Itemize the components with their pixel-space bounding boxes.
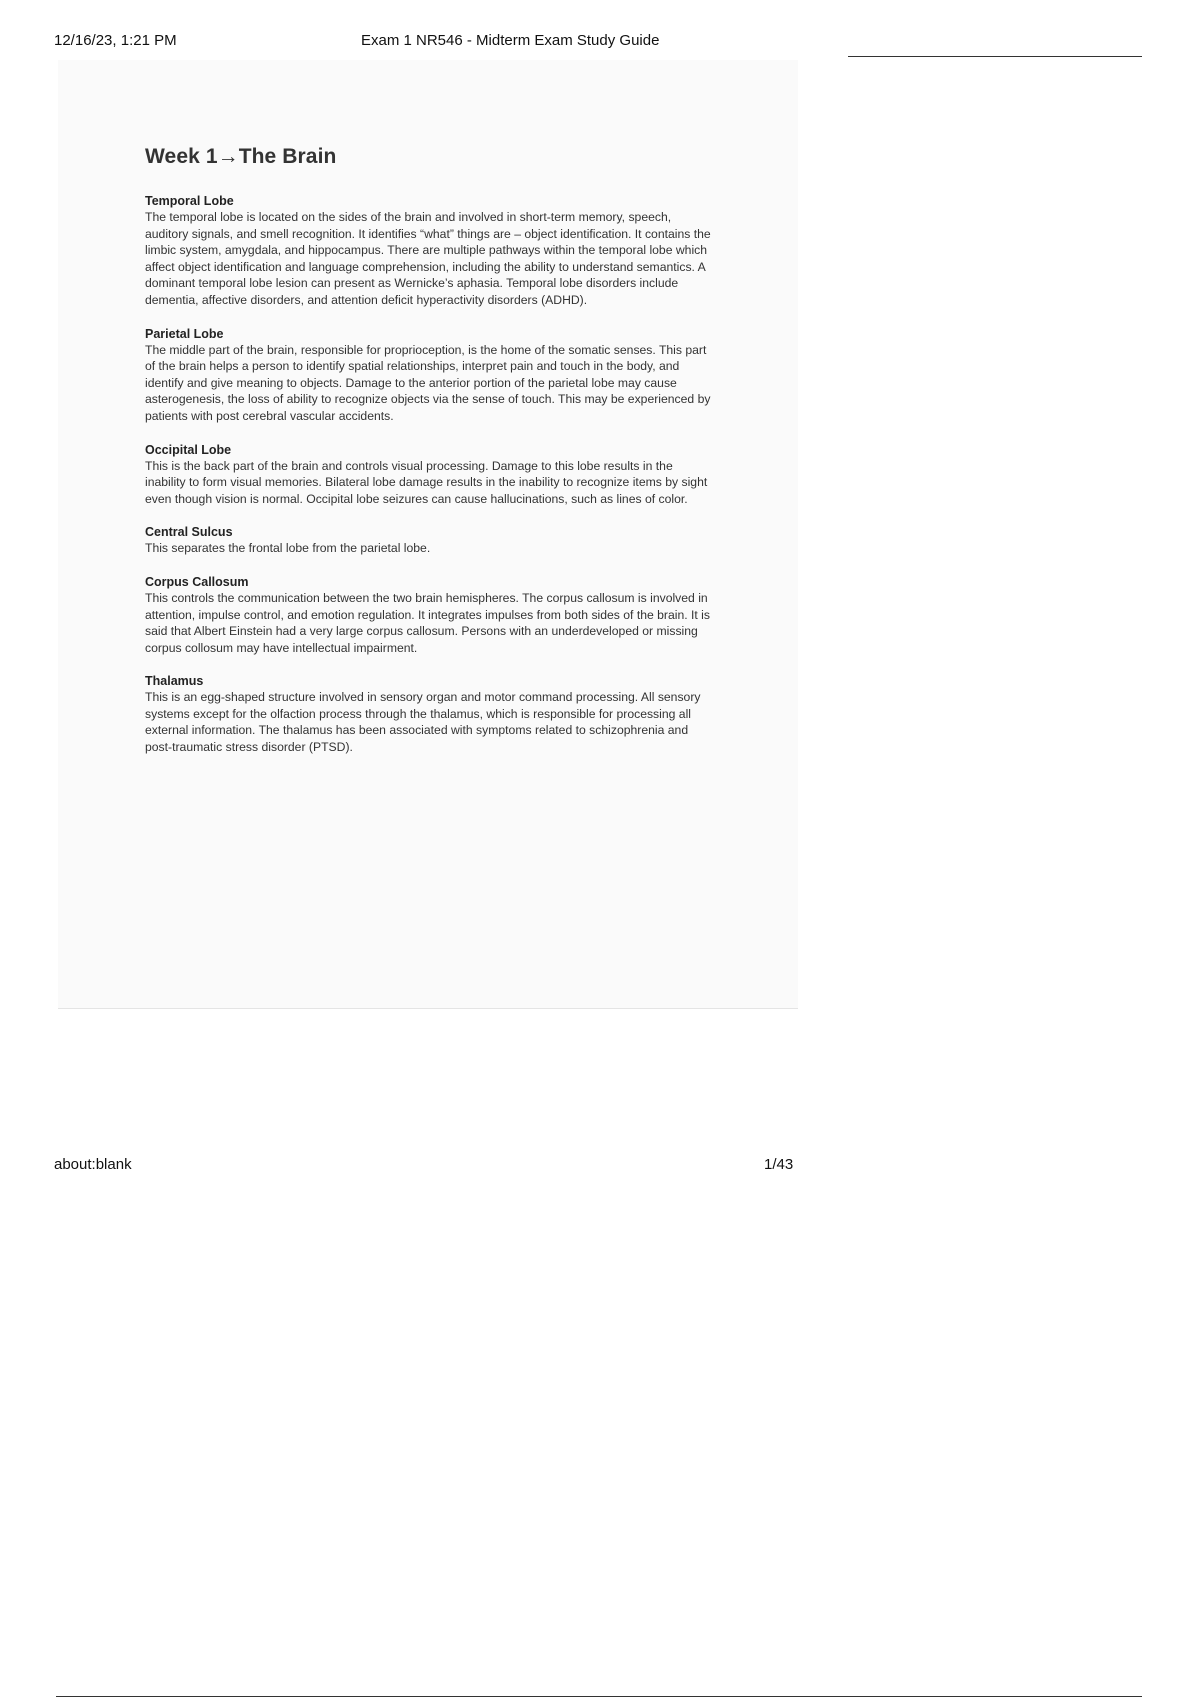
top-rule	[848, 56, 1142, 57]
section-heading: Parietal Lobe	[145, 326, 224, 341]
section-heading: Temporal Lobe	[145, 194, 234, 208]
section-heading: Corpus Callosum	[145, 574, 249, 589]
print-header-date: 12/16/23, 1:21 PM	[54, 32, 177, 49]
print-footer-page-number: 1/43	[764, 1156, 794, 1173]
section-body: This is the back part of the brain and controls visual processing. Damage to this lobe results in the inability to form visual memories. Bilateral lobe damage results in the inability to recognize items by sight even though vision is normal. Occipital lobe seizures can cause hallucinations, such as lines of color.	[145, 458, 708, 506]
bottom-rule	[56, 1696, 1142, 1697]
section-central-sulcus	[145, 524, 715, 557]
section-heading: Thalamus	[145, 674, 204, 689]
section-body: The temporal lobe is located on the sides of the brain and involved in short-term memory, speech, auditory signals, and smell recognition. It identifies “what” things are – object identification. It contains the limbic system, amygdala, and hippocampus. There are multiple pathways within the temporal lobe which affect object identification and language comprehension, including the ability to understand semantics. A dominant temporal lobe lesion can present as Wernicke’s aphasia. Temporal lobe disorders include dementia, affective disorders, and attention deficit hyperactivity disorders (ADHD).	[145, 210, 711, 307]
section-corpus-callosum	[145, 574, 715, 656]
section-thalamus	[145, 673, 715, 755]
section-occipital-lobe	[145, 442, 715, 508]
section-body: This is an egg-shaped structure involved in sensory organ and motor command processing. All sensory systems except for the olfaction process through the thalamus, which is responsible for processing all external information. The thalamus has been associated with symptoms related to schizophrenia and post-traumatic stress disorder (PTSD).	[145, 690, 701, 755]
section-heading: Central Sulcus	[145, 525, 233, 540]
section-parietal-lobe	[145, 326, 715, 425]
section-body: The middle part of the brain, responsible for proprioception, is the home of the somatic senses. This part of the brain helps a person to identify spatial relationships, interpret pain and touch in the body, and identify and give meaning to objects. Damage to the anterior portion of the parietal lobe may cause asterogenesis, the loss of ability to recognize objects via the sense of touch. This may be experienced by patients with post cerebral vascular accidents.	[145, 342, 711, 423]
section-temporal-lobe	[145, 193, 715, 309]
document-title: Week 1→The Brain	[145, 145, 337, 168]
section-body: This controls the communication between the two brain hemispheres. The corpus callosum is involved in attention, impulse control, and emotion regulation. It integrates impulses from both sides of the brain. It is said that Albert Einstein had a very large corpus callosum. Persons with an underdeveloped or missing corpus collosum may have intellectual impairment.	[145, 590, 710, 655]
section-heading: Occipital Lobe	[145, 442, 232, 457]
section-body: This separates the frontal lobe from the parietal lobe.	[145, 541, 431, 556]
document-content	[145, 145, 715, 773]
print-footer-url: about:blank	[54, 1156, 132, 1173]
print-header-title: Exam 1 NR546 - Midterm Exam Study Guide	[361, 32, 660, 49]
